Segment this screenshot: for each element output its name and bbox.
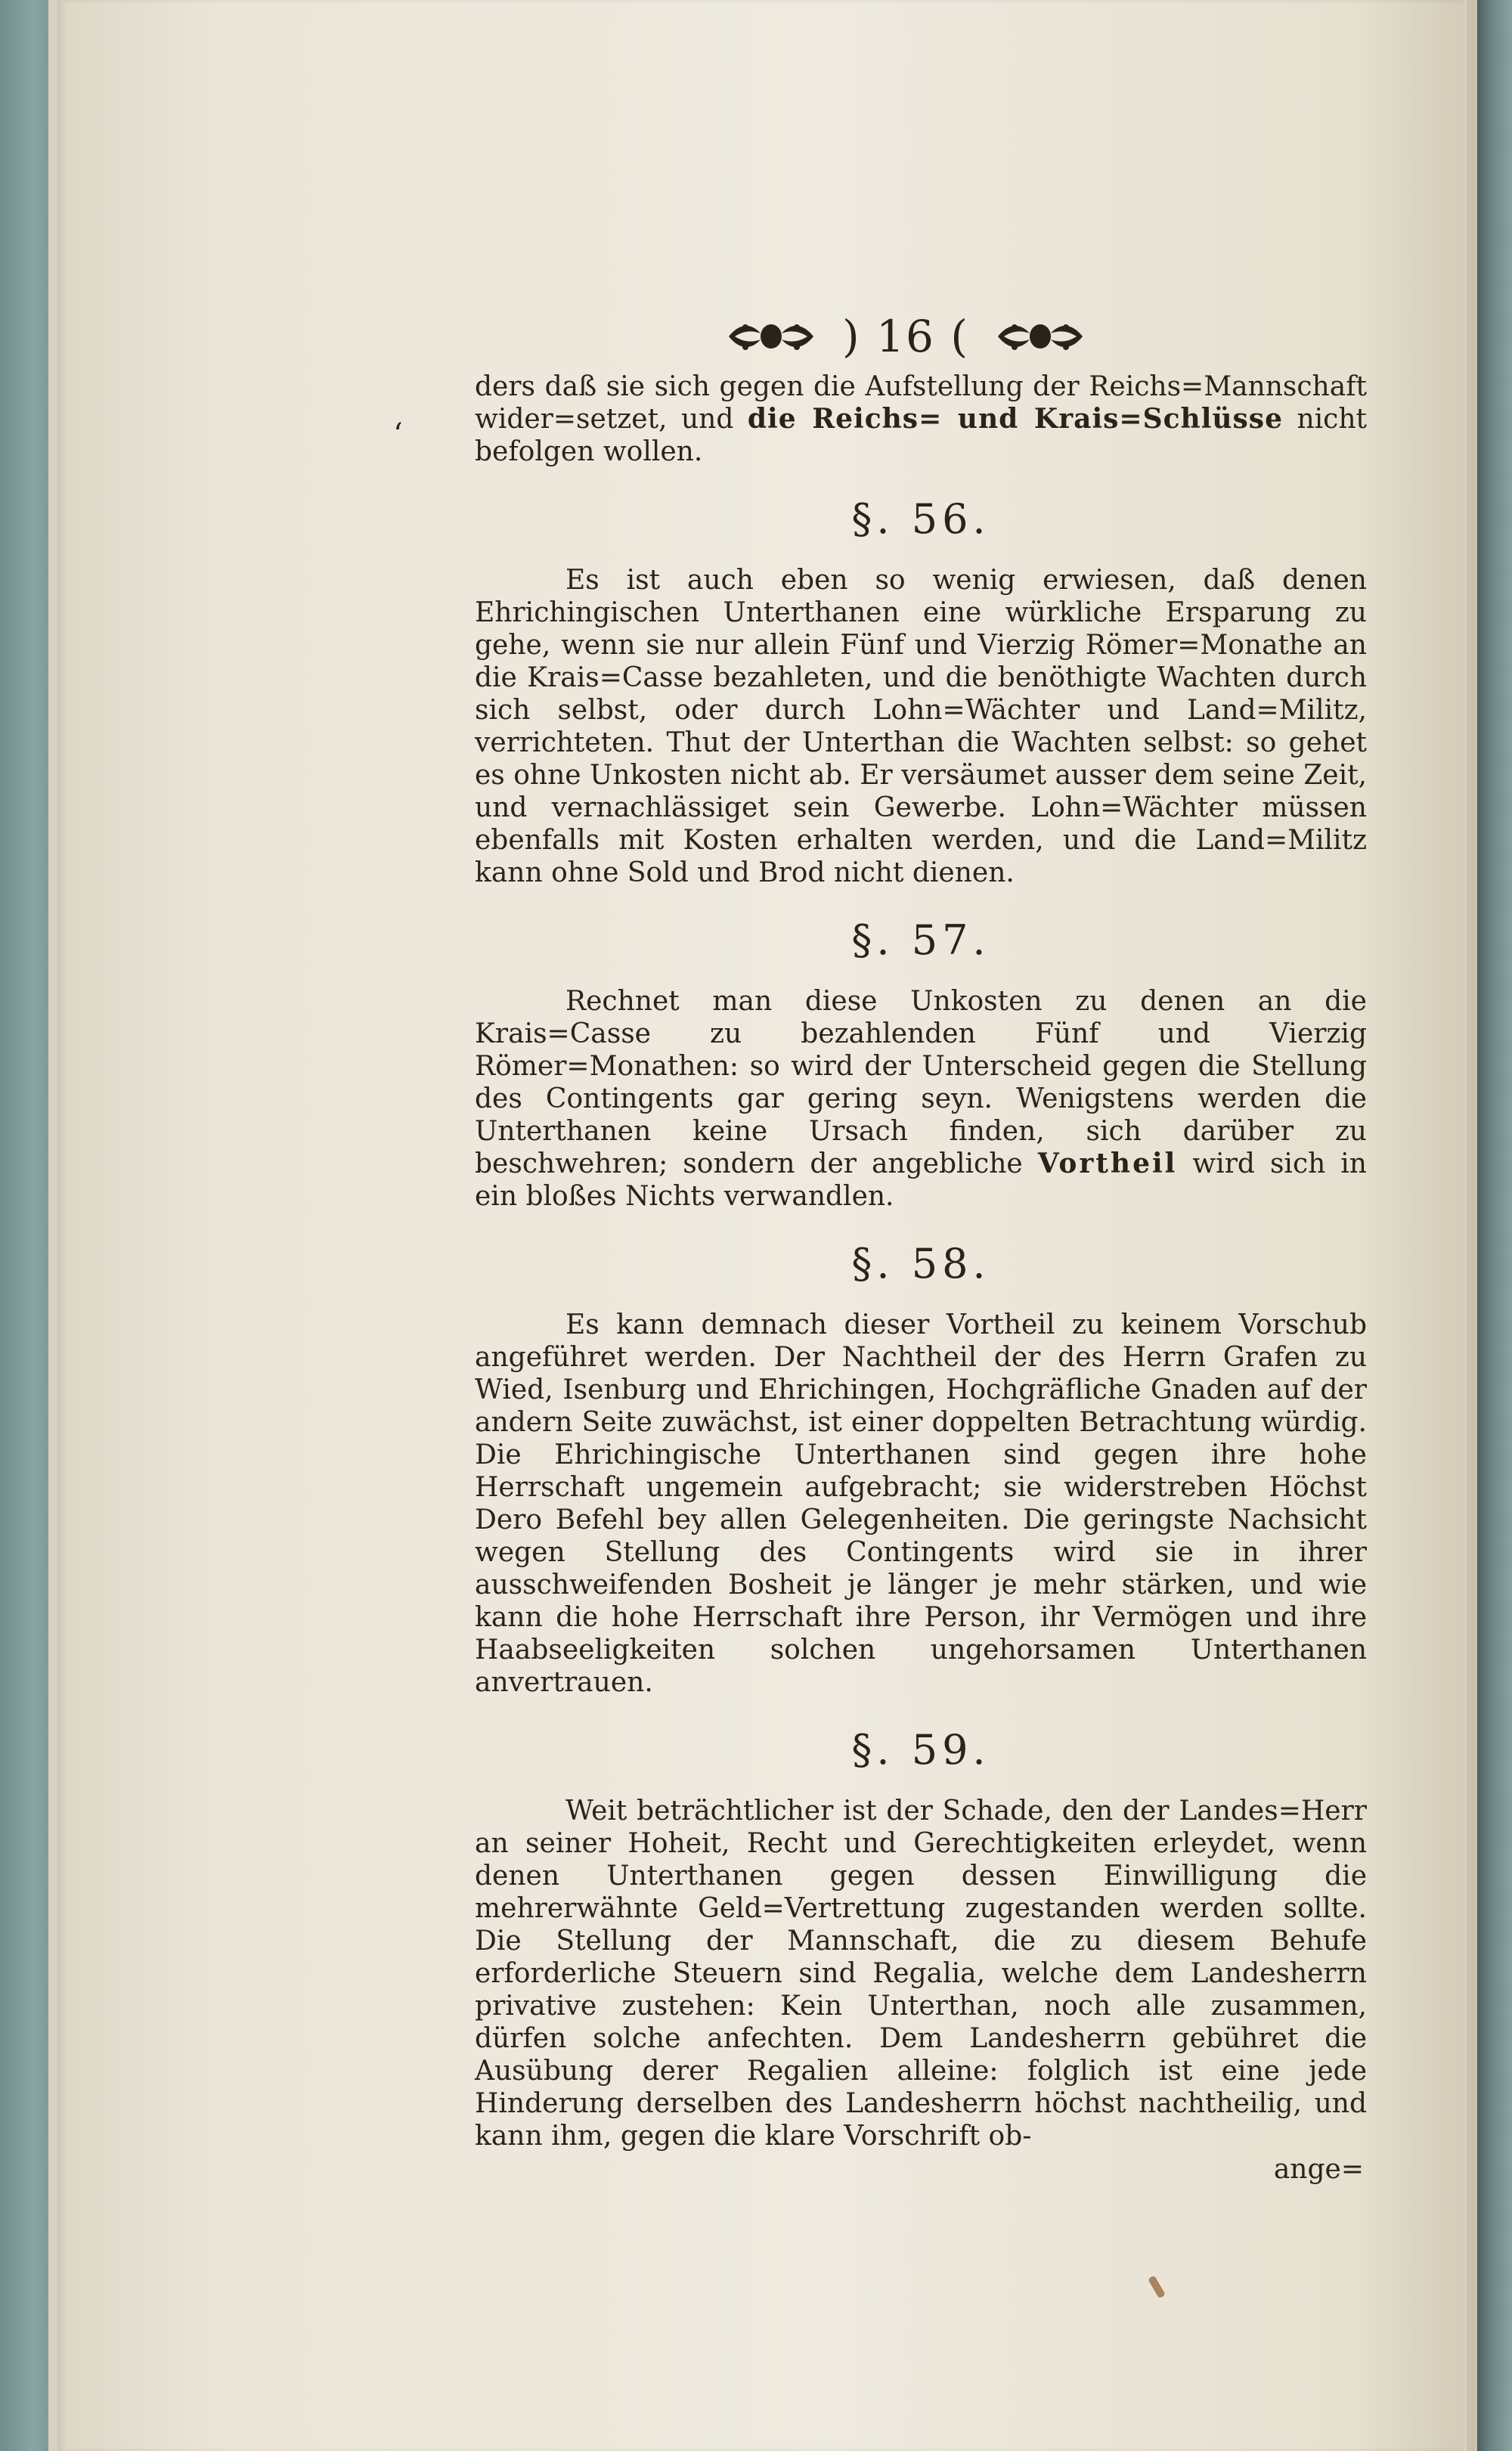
margin-mark: ʻ [393,417,403,452]
emphasis-text: die Reichs= und Krais=Schlüsse [747,403,1283,435]
page-header [445,302,1367,370]
section-heading-59: §. 59. [851,1726,990,1774]
section-heading-58: §. 58. [851,1240,990,1287]
printer-ornament-icon [995,317,1086,356]
section-heading-56: §. 56. [851,495,990,543]
page-number: ) 16 ( [842,311,969,362]
page-content [475,302,1367,2185]
paragraph-57 [475,985,1367,1213]
paragraph-continuation [475,370,1367,468]
printer-ornament-icon [726,317,816,356]
text-run: ders daß sie sich gegen die Aufstellung der Reichs=Mannschaft wider=setzet, und [475,371,1367,435]
emphasis-text: Vortheil [1037,1148,1178,1179]
text-run: nicht befolgen wollen. [475,404,1367,467]
page-edge [1467,0,1477,2451]
text-run: wird sich in ein bloßes Nichts verwandlen. [475,1148,1367,1212]
text-run: Rechnet man diese Unkosten zu denen an die Krais=Casse zu bezahlenden Fünf und Vierzig Römer=Monathen: so wird der Unterscheid gegen die Stellung des Contingents gar gering seyn. Wenigstens werden die Unterthanen keine Ursach finden, sich darüber zu beschwehren; sondern der angebliche [475,986,1367,1179]
book-binding [0,0,53,2451]
catchword: ange= [1273,2154,1364,2185]
cover-edge [1477,0,1512,2451]
paragraph-58: Es kann demnach dieser Vortheil zu keinem Vorschub angeführet werden. Der Nachtheil der des Herrn Grafen zu Wied, Isenburg und Ehrichingen, Hochgräfliche Gnaden auf der andern Seite zuwächst, ist einer doppelten Betrachtung würdig. Die Ehrichingische Unterthanen sind gegen ihre hohe Herrschaft ungemein aufgebracht; sie widerstreben Höchst Dero Befehl bey allen Gelegenheiten. Die geringste Nachsicht wegen Stellung des Contingents wird sie in ihrer ausschweifenden Bosheit je länger je mehr stärken, und wie kann die hohe Herrschaft ihre Person, ihr Vermögen und ihre Haabseeligkeiten solchen ungehorsamen Unterthanen anvertrauen. [475,1309,1367,1698]
paragraph-59: Weit beträchtlicher ist der Schade, den der Landes=Herr an seiner Hoheit, Recht und Gerechtigkeiten erleydet, wenn denen Unterthanen gegen dessen Einwilligung die mehrerwähnte Geld=Vertrettung zugestanden werden sollte. Die Stellung der Mannschaft, die zu diesem Behufe erforderliche Steuern sind Regalia, welche dem Landesherrn privative zustehen: Kein Unterthan, noch alle zusammen, dürfen solche anfechten. Dem Landesherrn gebühret die Ausübung derer Regalien alleine: folglich ist eine jede Hinderung derselben des Landesherrn höchst nachtheilig, und kann ihm, gegen die klare Vorschrift ob- [475,1796,1367,2152]
paragraph-56: Es ist auch eben so wenig erwiesen, daß denen Ehrichingischen Unterthanen eine würkliche Ersparung zu gehe, wenn sie nur allein Fünf und Vierzig Römer=Monathe an die Krais=Casse bezahleten, und die benöthigte Wachten durch sich selbst, oder durch Lohn=Wächter und Land=Militz, verrichteten. Thut der Unterthan die Wachten selbst: so gehet es ohne Unkosten nicht ab. Er versäumet ausser dem seine Zeit, und vernachlässiget sein Gewerbe. Lohn=Wächter müssen ebenfalls mit Kosten erhalten werden, und die Land=Militz kann ohne Sold und Brod nicht dienen. [475,565,1367,888]
section-heading-57: §. 57. [851,916,990,964]
